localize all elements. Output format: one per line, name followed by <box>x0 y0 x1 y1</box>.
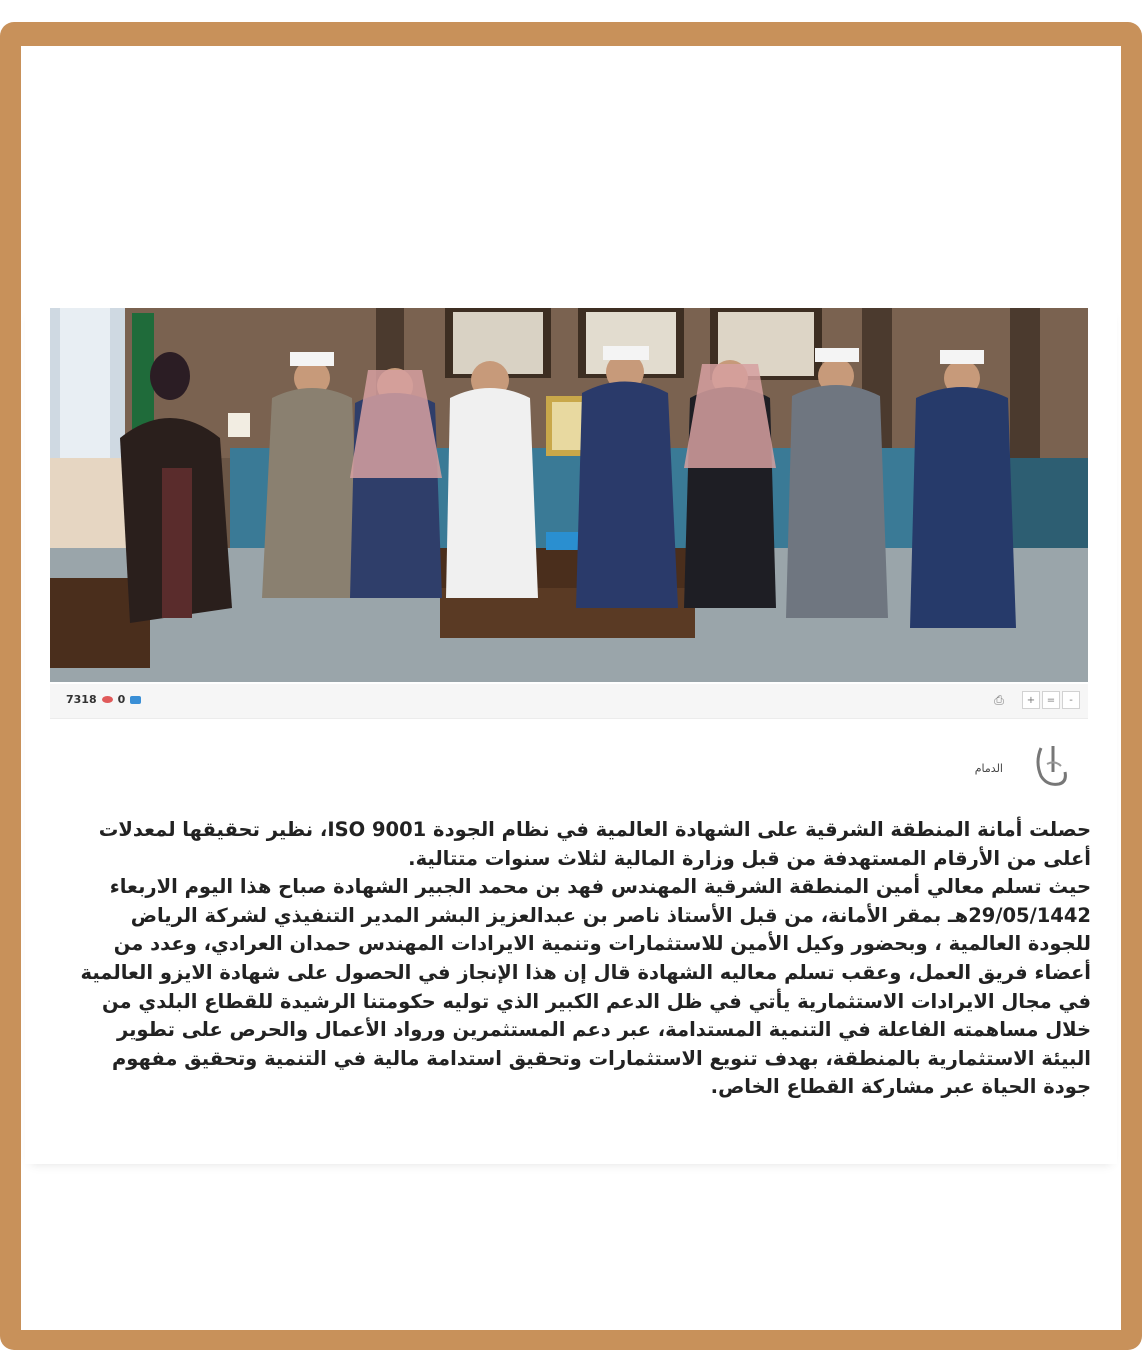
views-count: 7318 <box>66 693 97 706</box>
page-canvas <box>21 46 1121 1330</box>
article-body <box>69 816 1091 1102</box>
comments-count: 0 <box>117 693 126 706</box>
comment-icon[interactable] <box>130 696 141 704</box>
article-paragraph-1: حصلت أمانة المنطقة الشرقية على الشهادة العالمية في نظام الجودة ISO 9001، نظير تحقيقها لمعدلات أعلى من الأرقام المستهدفة من قبل وزارة المالية لثلاث سنوات متتالية. <box>98 818 1091 870</box>
eye-icon <box>102 696 113 703</box>
article-byline <box>975 742 1073 794</box>
group-photo-illustration <box>50 308 1088 682</box>
article-photo[interactable] <box>50 308 1088 682</box>
article-paragraph-2: حيث تسلم معالي أمين المنطقة الشرقية المهندس فهد بن محمد الجبير الشهادة صباح هذا اليوم الاربعاء 29/05/1442هـ بمقر الأمانة، من قبل الأستاذ ناصر بن عبدالعزيز البشر المدير التنفيذي لشركة الرياض للجودة العالمية ، وبحضور وكيل الأمين للاستثمارات وتنمية الايرادات المهندس حمدان العرادي، وعدد من أعضاء فريق العمل، وعقب تسلم معاليه الشهادة قال إن هذا الإنجاز في الحصول على شهادة الايزو العالمية في مجال الايرادات الاستثمارية يأتي في ظل الدعم الكبير الذي توليه حكومتنا الرشيدة للقطاع البلدي من خلال مساهمته الفاعلة في التنمية المستدامة، عبر دعم المستثمرين ورواد الأعمال والحرص على تطوير البيئة الاستثمارية بالمنطقة، بهدف تنويع الاستثمارات وتحقيق استدامة مالية في التنمية وتحقيق مفهوم جودة الحياة عبر مشاركة القطاع الخاص. <box>80 875 1091 1099</box>
article-toolbar <box>50 684 1088 719</box>
print-icon[interactable]: ⎙ <box>994 692 1004 707</box>
text-size-tools <box>992 691 1080 709</box>
publisher-logo <box>1029 742 1073 794</box>
news-article <box>25 304 1117 1164</box>
outer-frame <box>0 22 1142 1350</box>
person-3 <box>446 361 538 598</box>
article-counters <box>66 693 141 706</box>
font-reset-button[interactable]: = <box>1042 691 1060 709</box>
person-5 <box>684 360 776 608</box>
font-decrease-button[interactable]: - <box>1062 691 1080 709</box>
font-increase-button[interactable]: + <box>1022 691 1040 709</box>
person-2 <box>350 368 442 598</box>
source-location: الدمام <box>974 761 1003 775</box>
